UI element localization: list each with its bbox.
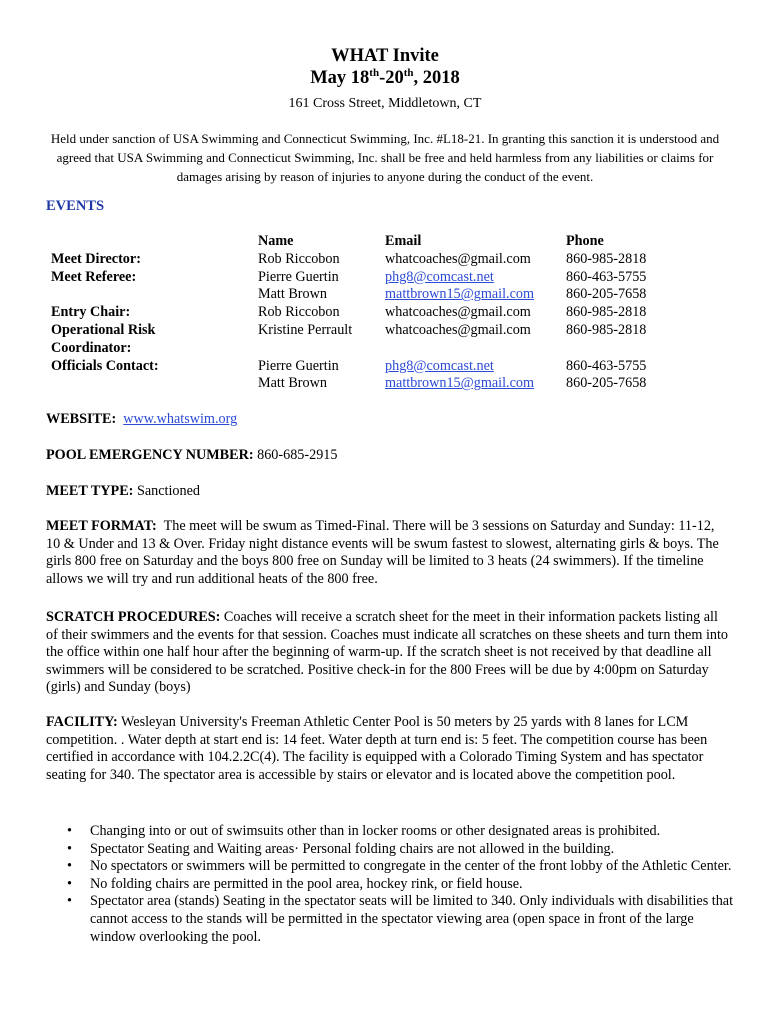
contact-email: whatcoaches@gmail.com	[385, 250, 531, 267]
pool-emergency-label: POOL EMERGENCY NUMBER:	[46, 447, 254, 463]
contact-name: Pierre Guertin	[258, 357, 339, 374]
contact-name: Rob Riccobon	[258, 304, 340, 321]
phone-column-header: Phone	[566, 233, 604, 249]
list-item: • No folding chairs are permitted in the pool area, hockey rink, or field house.	[67, 875, 523, 892]
meet-type-value: Sanctioned	[136, 483, 200, 499]
contact-phones-column	[566, 233, 646, 393]
list-item: • No spectators or swimmers will be permitted to congregate in the center of the front lobby of the Athletic Center.	[67, 858, 732, 875]
role-label: Operational Risk	[51, 322, 156, 339]
name-column-header: Name	[258, 233, 294, 249]
pool-emergency-line	[46, 447, 730, 465]
contact-phone: 860-463-5755	[566, 357, 647, 374]
email-link[interactable]: mattbrown15@gmail.com	[385, 286, 535, 303]
scratch-procedures-label: SCRATCH PROCEDURES:	[46, 609, 221, 625]
scratch-procedures-section	[46, 609, 730, 697]
pool-emergency-number: 860-685-2915	[257, 447, 338, 463]
contact-phone: 860-985-2818	[566, 304, 647, 321]
role-label: Officials Contact:	[51, 357, 159, 374]
facility-label: FACILITY:	[46, 714, 118, 730]
email-link[interactable]: mattbrown15@gmail.com	[385, 375, 535, 392]
contact-emails-column	[385, 233, 534, 393]
email-link[interactable]: phg8@comcast.net	[385, 357, 494, 374]
meet-type-label: MEET TYPE:	[46, 483, 134, 499]
website-label: WEBSITE:	[46, 411, 117, 427]
contact-phone: 860-985-2818	[566, 250, 647, 267]
list-item: • Spectator area (stands) Seating in the spectator seats will be limited to 340. Only individuals with disabilities that cannot access to the stands will be permitted in the spectator viewing area (open space in front of the large window overlooking the pool.	[67, 893, 734, 945]
facility-text: Wesleyan University's Freeman Athletic Center Pool is 50 meters by 25 yards with 8 lanes for LCM competition. . Water depth at start end is: 14 feet. Water depth at turn end is: 5 feet. The competition course has been certified in accordance with 104.2.2C(4). The facility is equipped with a Colorado Timing System and has spectator seating for 340. The spectator area is accessible by stairs or elevator and is located above the competition pool.	[46, 714, 708, 783]
meet-address: 161 Cross Street, Middletown, CT	[288, 96, 482, 111]
bullet-icon: •	[67, 893, 72, 910]
events-heading: EVENTS	[46, 198, 105, 214]
contact-email: whatcoaches@gmail.com	[385, 321, 531, 338]
email-link[interactable]: phg8@comcast.net	[385, 268, 494, 285]
role-label: Meet Director:	[51, 251, 141, 267]
website-link[interactable]: www.whatswim.org	[123, 411, 238, 427]
role-label: Meet Referee:	[51, 268, 137, 285]
contact-phone: 860-205-7658	[566, 286, 647, 303]
website-line	[46, 411, 730, 429]
contact-email: whatcoaches@gmail.com	[385, 304, 531, 321]
contact-phone: 860-985-2818	[566, 321, 647, 338]
sanction-statement: Held under sanction of USA Swimming and Connecticut Swimming, Inc. #L18-21. In granting this sanction it is understood and agreed that USA Swimming and Connecticut Swimming, Inc. shall be free and held harmless from any liabilities or claims for damages arising by reason of injuries to anyone during the conduct of the event.	[50, 131, 720, 184]
email-column-header: Email	[385, 233, 422, 249]
meet-type-line	[46, 483, 730, 501]
contact-phone: 860-205-7658	[566, 375, 647, 392]
list-item: • Spectator Seating and Waiting areas· Personal folding chairs are not allowed in the building.	[67, 840, 615, 857]
bullet-icon: •	[67, 823, 72, 839]
facility-rules-list	[46, 823, 736, 946]
contact-name: Rob Riccobon	[258, 250, 340, 267]
role-label: Coordinator:	[51, 339, 132, 356]
role-label: Entry Chair:	[51, 304, 131, 321]
contact-name: Kristine Perrault	[258, 321, 353, 338]
bullet-icon: •	[67, 840, 72, 857]
contact-phone: 860-463-5755	[566, 268, 647, 285]
contact-name: Matt Brown	[258, 286, 327, 303]
meet-date: May 18th-20th, 2018	[310, 67, 460, 88]
contact-roles-column	[51, 251, 159, 376]
list-item: • Changing into or out of swimsuits other than in locker rooms or other designated areas is prohibited.	[67, 823, 661, 839]
bullet-icon: •	[67, 858, 72, 875]
meet-format-label: MEET FORMAT:	[46, 518, 157, 534]
facility-section	[46, 714, 730, 784]
meet-format-section	[46, 518, 730, 588]
bullet-icon: •	[67, 875, 72, 892]
scratch-procedures-text: Coaches will receive a scratch sheet for the meet in their information packets listing all of their swimmers and the events for that session. Coaches must indicate all scratches on these sheets and turn them into the office within one half hour after the beginning of warm-up. If the scratch sheet is not received by that deadline all swimmers will be considered to be scratched. Positive check-in for the 800 Frees will be due by 4:00pm on Saturday (girls) and Sunday (boys)	[46, 609, 729, 696]
contact-names-column	[258, 233, 352, 393]
contact-name: Pierre Guertin	[258, 268, 339, 285]
contact-name: Matt Brown	[258, 375, 327, 392]
page-title: WHAT Invite	[331, 46, 439, 66]
meet-format-text: The meet will be swum as Timed-Final. There will be 3 sessions on Saturday and Sunday: 11-12, 10 & Under and 13 & Over. Friday night distance events will be swum fastest to slowest, alternating girls & boys. The girls 800 free on Saturday and the boys 800 free on Sunday will be limited to 3 heats (24 swimmers). If the timeline allows we will try and run additional heats of the 800 free.	[46, 518, 719, 587]
